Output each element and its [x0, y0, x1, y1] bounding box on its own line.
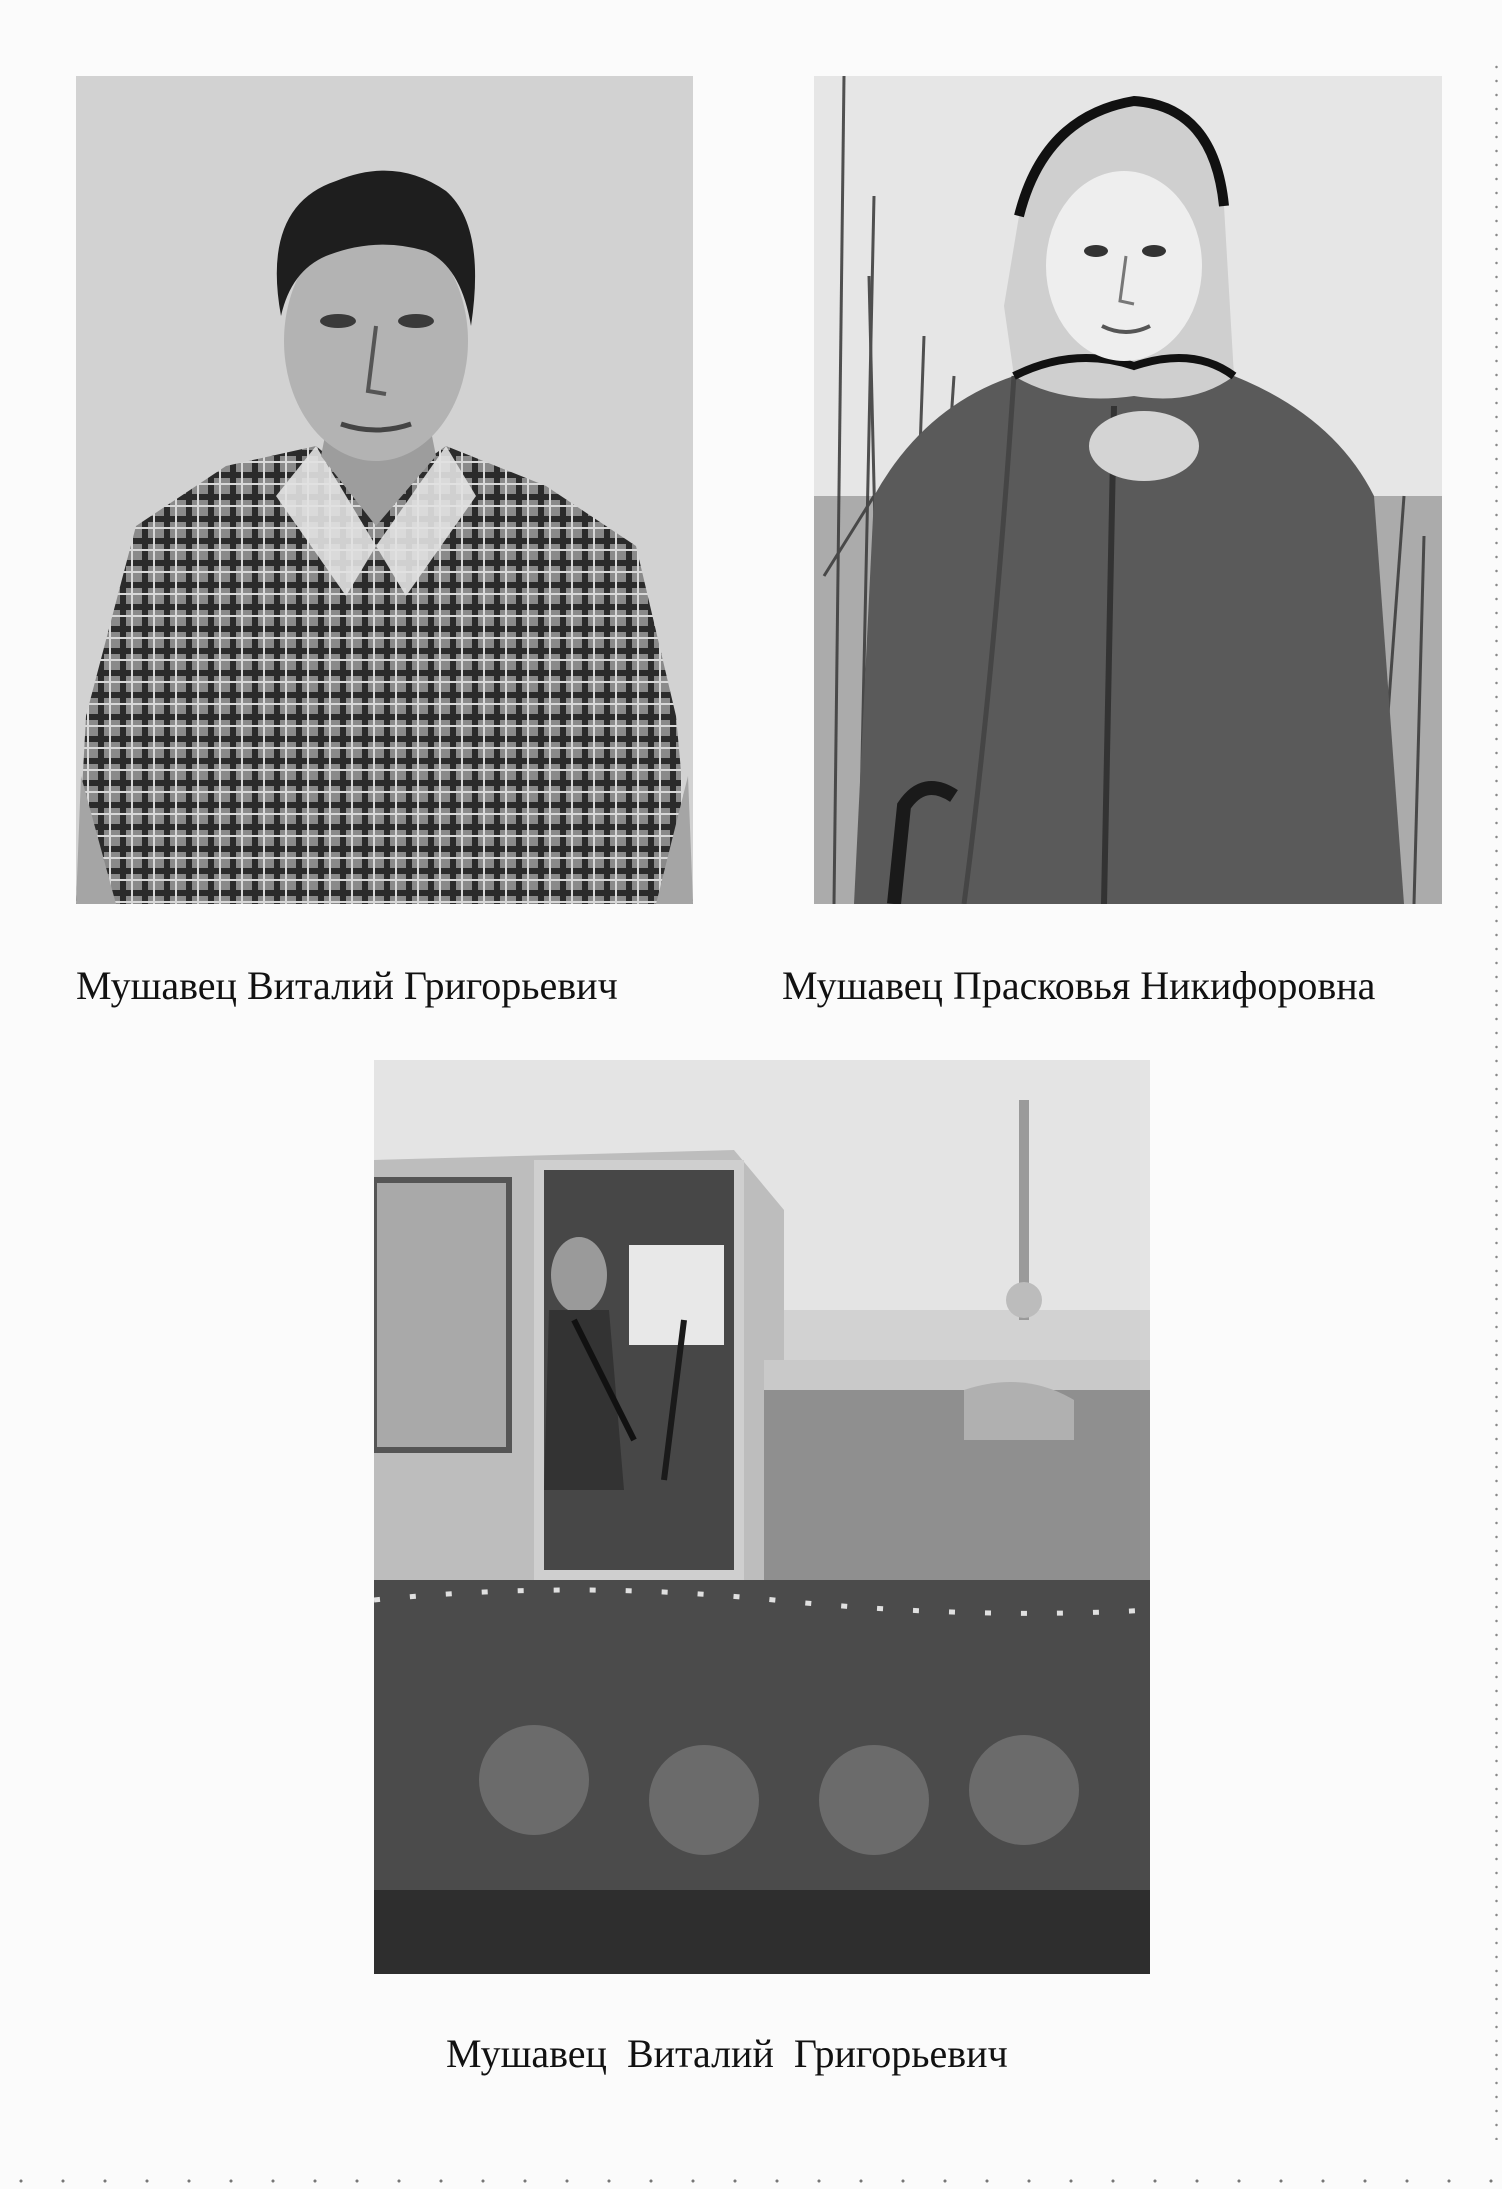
- tractor-photo: [374, 1060, 1150, 1974]
- photo-caption: Мушавец Виталий Григорьевич: [76, 963, 618, 1008]
- scan-bottom-artifact: [0, 2179, 1502, 2183]
- scan-edge-artifact: [1495, 60, 1498, 2140]
- photo-caption: Мушавец Виталий Григорьевич: [446, 2031, 1008, 2076]
- photo-caption: Мушавец Прасковья Никифоровна: [782, 963, 1376, 1008]
- portrait-man-photo: [76, 76, 693, 904]
- portrait-woman-photo: [814, 76, 1442, 904]
